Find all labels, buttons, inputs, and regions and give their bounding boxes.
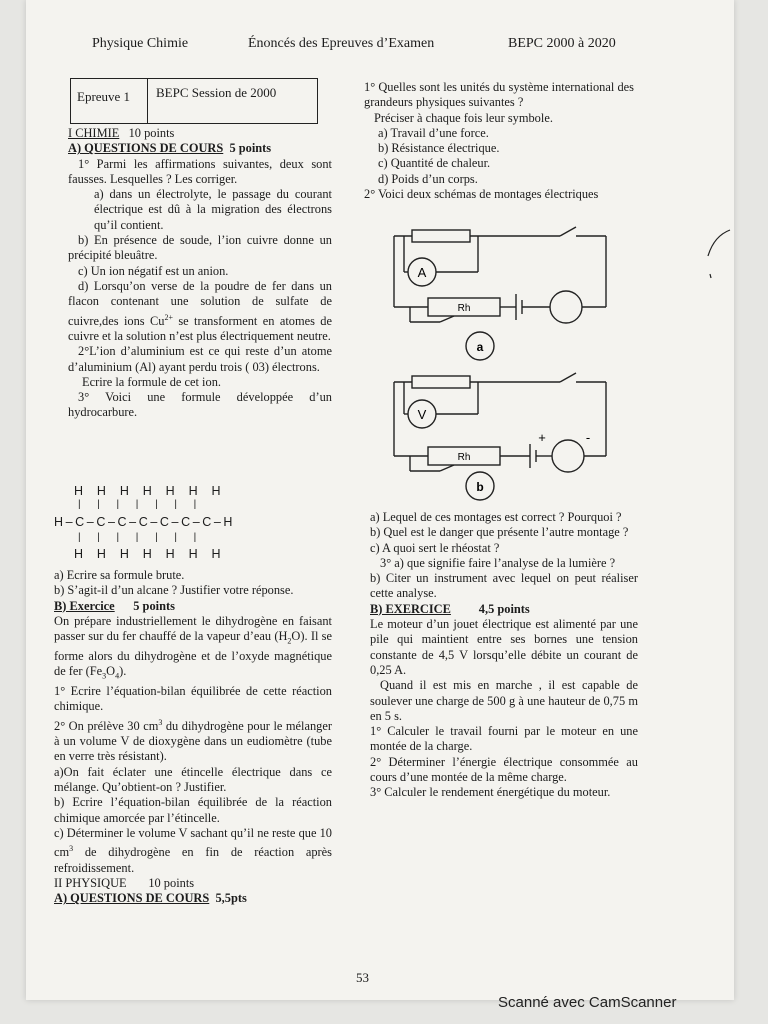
rheostat-label-b: Rh — [457, 452, 471, 463]
page-number: 53 — [356, 970, 369, 985]
question-3b: b) S’agit-il d’un alcane ? Justifier votre réponse. — [54, 583, 294, 598]
exercice-q1: 1° Ecrire l’équation-bilan équilibrée de cette réaction chimique. — [54, 684, 332, 714]
exercice-points: 5 points — [133, 598, 175, 613]
header-title: Énoncés des Epreuves d’Examen — [248, 36, 435, 51]
physique-q1-item-b: b) Résistance électrique. — [378, 141, 500, 156]
qc-points: 5 points — [229, 141, 272, 156]
question-1a: a) dans un électrolyte, le passage du courant électrique est dû à la migration des électrons qu’il contient. — [94, 187, 332, 232]
questions-de-cours-heading: A) QUESTIONS DE COURS — [68, 141, 224, 156]
physique-q2: 2° Voici deux schémas de montages électriques — [364, 187, 599, 202]
rheostat-label-a: Rh — [457, 303, 471, 314]
exercice-physique-intro: Le moteur d’un jouet électrique est alimenté par une pile qui maintient entre ses bornes une tension constante de 4,5 V lorsqu’elle débite un courant de 0,25 A. — [370, 617, 638, 677]
exercice-physique-q2: 2° Déterminer l’énergie électrique consommée au cours d’une montée de la même charge. — [370, 754, 638, 785]
exercice-q2b: b) Ecrire l’équation-bilan équilibrée de la réaction chimique amorcée par l’étincelle. — [54, 795, 332, 825]
camscanner-watermark: Scanné avec CamScanner — [498, 994, 677, 1011]
exercice-intro: On prépare industriellement le dihydrogène en faisant passer sur du fer chauffé de la vapeur d’eau $(H_2O)$. Il se forme alors du dihydrogène et de l’oxyde magnétique de fer $(Fe_3O_4)$. — [54, 613, 332, 681]
exercice-physique-q3: 3° Calculer le rendement énergétique du moteur. — [370, 785, 611, 800]
qc2-points: 5,5pts — [215, 891, 247, 906]
formula-bonds-bottom: | | | | | | | — [78, 532, 197, 543]
voltmeter-label: V — [417, 407, 427, 422]
physique-q3a: 3° a) que signifie faire l’analyse de la lumière ? — [380, 555, 616, 570]
question-1c: c) Un ion négatif est un anion. — [78, 263, 229, 278]
circuit-diagram-a — [380, 222, 620, 362]
exercice-physique-points: 4,5 points — [478, 601, 530, 616]
question-1b: b) En présence de soude, l’ion cuivre donne un précipité bleuâtre. — [68, 233, 332, 263]
schema-b-label: b — [476, 480, 484, 494]
chimie-points: 10 points — [128, 126, 175, 140]
questions-de-cours-2-heading: A) QUESTIONS DE COURS — [54, 891, 210, 906]
physique-q2c: c) A quoi sert le rhéostat ? — [370, 540, 500, 555]
lamp-circle-b — [552, 440, 584, 472]
right-column-top — [364, 80, 634, 202]
physique-q1-item-a: a) Travail d’une force. — [378, 125, 489, 140]
session-label: BEPC Session de 2000 — [156, 85, 277, 100]
schema-a-label: a — [476, 340, 484, 354]
question-2: 2°L’ion d’aluminium est ce qui reste d’un atome d’aluminium (Al) ayant perdu trois ( 03) électrons. — [68, 344, 332, 374]
question-1: 1° Parmi les affirmations suivantes, deux sont fausses. Lesquelles ? Les corriger. — [68, 156, 332, 186]
exercice-q2a: a)On fait éclater une étincelle électrique dans ce mélange. Qu’obtient-on ? Justifier. — [54, 764, 332, 794]
header-subject: Physique Chimie — [92, 36, 189, 51]
physique-q1: 1° Quelles sont les unités du système international des grandeurs physiques suivantes ? — [364, 80, 634, 110]
physique-q3b: b) Citer un instrument avec lequel on peut réaliser cette analyse. — [370, 571, 638, 601]
physique-q2a: a) Lequel de ces montages est correct ? Pourquoi ? — [370, 510, 622, 524]
formula-bonds-top: | | | | | | | — [78, 499, 197, 510]
minus-sign: - — [585, 430, 591, 445]
developed-formula — [54, 484, 334, 570]
physique-points: 10 points — [148, 875, 195, 890]
plus-sign: + — [538, 430, 546, 445]
physique-q1-item-c: c) Quantité de chaleur. — [378, 156, 491, 171]
question-3a: a) Ecrire sa formule brute. — [54, 568, 185, 582]
exercice-q2c: c) Déterminer le volume V sachant qu’il ne reste que 10 $cm^3$ de dihydrogène en fin de réaction après refroidissement. — [54, 825, 332, 875]
left-column-top — [68, 126, 332, 421]
section-chimie: I CHIMIE — [68, 126, 120, 140]
exercice-physique-intro-2: Quand il est mis en marche , il est capable de soulever une charge de 500 g à une hauteur de 0,75 m en 5 s. — [370, 678, 638, 723]
exercice-physique-q1: 1° Calculer le travail fourni par le moteur en une montée de la charge. — [370, 724, 638, 754]
left-column-bottom — [54, 568, 332, 906]
exercice-physique-heading: B) EXERCICE — [370, 601, 451, 616]
question-1d: d) Lorsqu’on verse de la poudre de fer dans un flacon contenant une solution de sulfate de cuivre,des ions $Cu^{2+}$ se transforment en atomes de cuivre et la solution n’est plus électriquement neutre. — [68, 278, 332, 343]
epreuve-box — [70, 78, 318, 124]
exercice-heading: B) Exercice — [54, 598, 115, 613]
formula-top-h: H H H H H H H — [74, 484, 221, 498]
epreuve-label: Epreuve 1 — [71, 79, 148, 123]
section-physique: II PHYSIQUE — [54, 875, 127, 890]
right-column-bottom — [370, 510, 638, 801]
physique-q1-instruction: Préciser à chaque fois leur symbole. — [374, 110, 553, 125]
lamp-circle-a — [550, 291, 582, 323]
physique-q1-item-d: d) Poids d’un corps. — [378, 171, 478, 186]
ammeter-label: A — [417, 265, 427, 280]
formula-bottom-h: H H H H H H H — [74, 547, 221, 561]
header-years: BEPC 2000 à 2020 — [508, 36, 616, 51]
question-2b: Ecrire la formule de cet ion. — [82, 374, 221, 389]
pen-mark — [700, 226, 740, 286]
exercice-q2: 2° On prélève 30 $cm^3$ du dihydrogène pour le mélanger à un volume V de dioxygène dans un eudiomètre (tube en verre très résistant). — [54, 717, 332, 764]
physique-q2b: b) Quel est le danger que présente l’autre montage ? — [370, 525, 629, 540]
circuit-diagram-b — [380, 368, 620, 508]
formula-chain: H–C–C–C–C–C–C–C–H — [54, 515, 236, 529]
question-3: 3° Voici une formule développée d’un hydrocarbure. — [68, 390, 332, 420]
